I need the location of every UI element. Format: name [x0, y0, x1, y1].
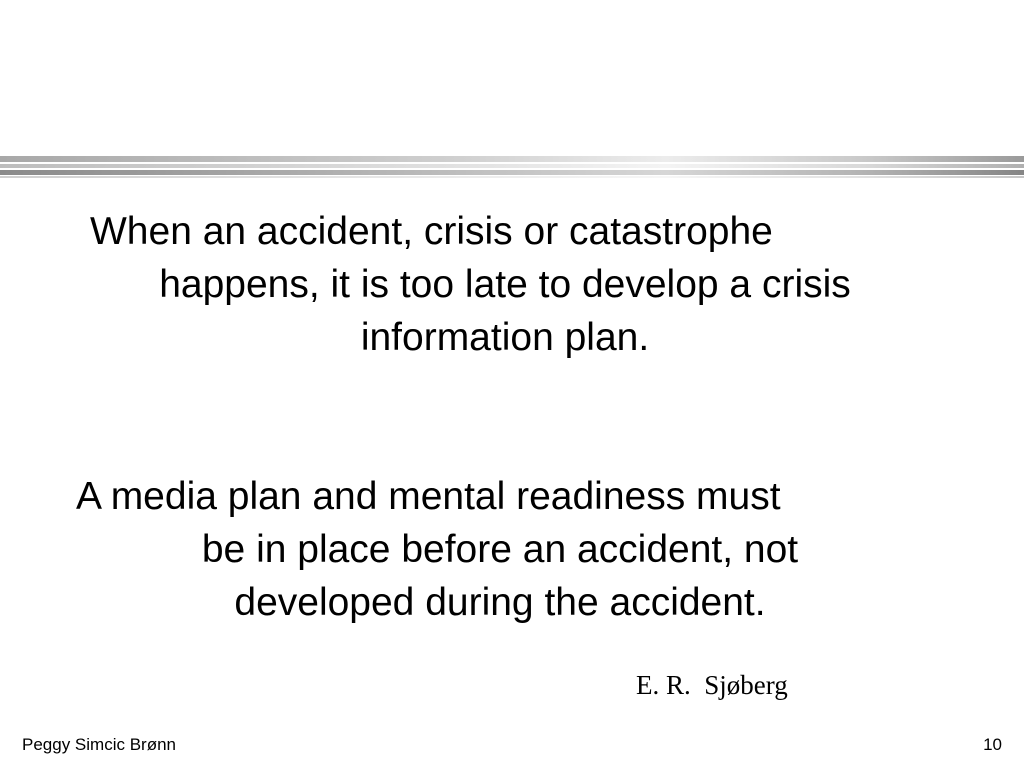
divider-line [0, 156, 1024, 162]
divider-line [0, 176, 1024, 178]
quote-attribution: E. R. Sjøberg [636, 670, 788, 700]
quote-paragraph-1 [70, 205, 940, 364]
quote-2-line-3: developed during the accident. [234, 581, 766, 624]
page-number: 10 [983, 735, 1002, 754]
quote-2-line-2: be in place before an accident, not [201, 528, 799, 571]
quote-2-line-1: A media plan and mental readiness must [76, 475, 781, 518]
footer-author: Peggy Simcic Brønn [22, 735, 176, 754]
divider-line [0, 164, 1024, 168]
quote-1-line-2: happens, it is too late to develop a crisis [159, 263, 851, 306]
quote-paragraph-2 [60, 470, 940, 629]
divider-line [0, 170, 1024, 175]
quote-1-line-3: information plan. [360, 316, 650, 359]
quote-1-line-1: When an accident, crisis or catastrophe [90, 210, 773, 253]
title-divider [0, 156, 1024, 180]
